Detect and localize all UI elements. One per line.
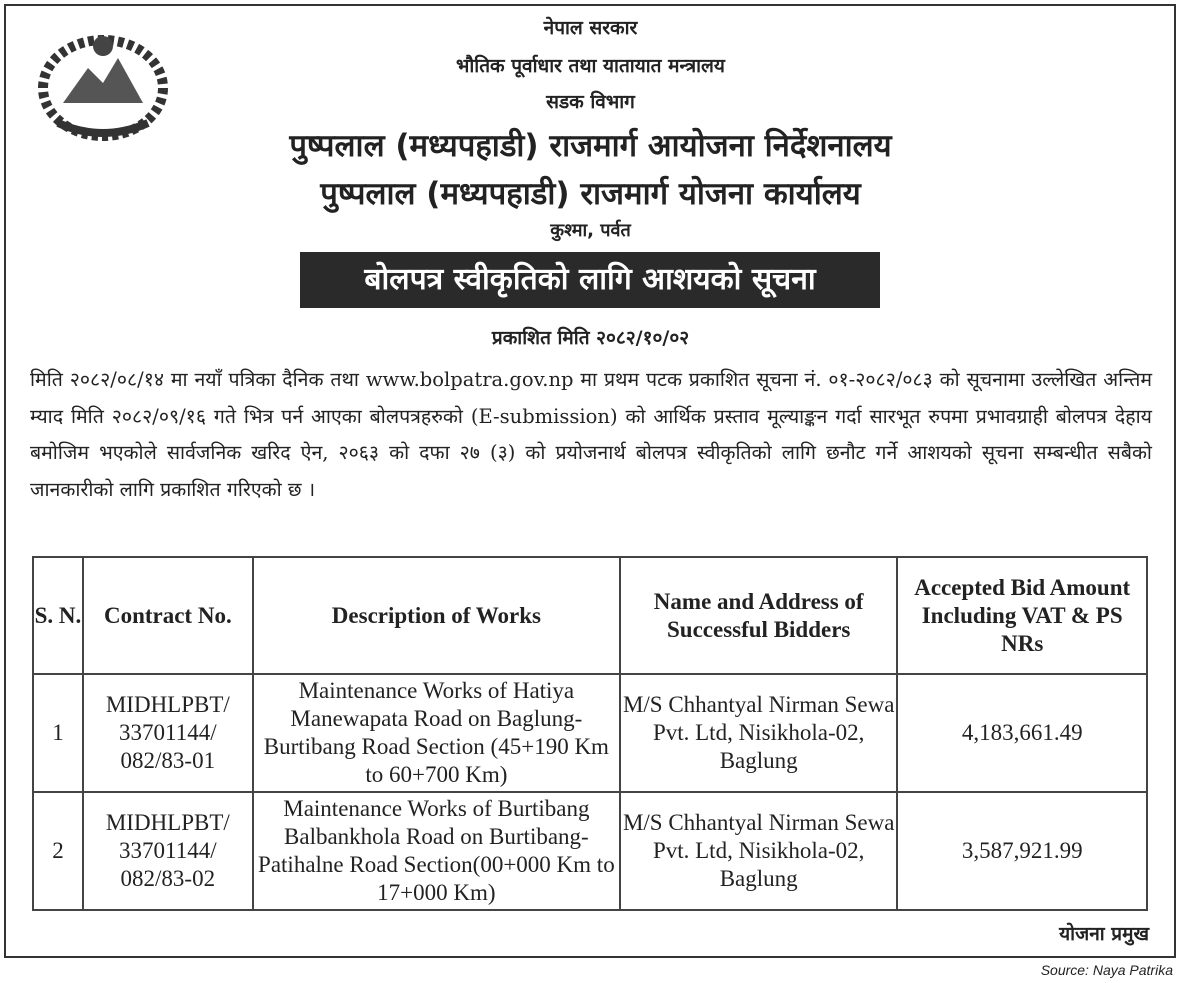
ministry-name: भौतिक पूर्वाधार तथा यातायात मन्त्रालय [456, 55, 725, 77]
published-date: प्रकाशित मिति २०८२/१०/०२ [491, 327, 690, 349]
cell-bidder: M/S Chhantyal Nirman Sewa Pvt. Ltd, Nisikhola-02, Baglung [620, 792, 897, 910]
cell-sn: 1 [33, 674, 83, 792]
bid-table [32, 556, 1148, 911]
directorate-name: पुष्पलाल (मध्यपहाडी) राजमार्ग आयोजना निर्देशनालय [289, 128, 892, 164]
source-credit: Source: Naya Patrika [1040, 962, 1173, 978]
col-bidder: Name and Address of Successful Bidders [620, 557, 897, 674]
col-description: Description of Works [253, 557, 620, 674]
signature: योजना प्रमुख [1059, 923, 1149, 945]
notice-title: बोलपत्र स्वीकृतिको लागि आशयको सूचना [300, 252, 880, 308]
cell-amount: 3,587,921.99 [897, 792, 1147, 910]
col-contract: Contract No. [83, 557, 253, 674]
table-header-row [33, 557, 1147, 674]
cell-amount: 4,183,661.49 [897, 674, 1147, 792]
notice-body: मिति २०८२/०८/१४ मा नयाँ पत्रिका दैनिक तथा www.bolpatra.gov.np मा प्रथम पटक प्रकाशित सूचना नं. ०१-२०८२/०८३ को सूचनामा उल्लेखित अन्तिम म्याद मिति २०८२/०९/१६ गते भित्र पर्न आएका बोलपत्रहरुको (E-submission) को आर्थिक प्रस्ताव मूल्याङ्कन गर्दा सारभूत रुपमा प्रभावग्राही बोलपत्र देहाय बमोजिम भएकोले सार्वजनिक खरिद ऐन, २०६३ को दफा २७ (३) को प्रयोजनार्थ बोलपत्र स्वीकृतिको लागि छनौट गर्ने आशयको सूचना सम्बन्धीत सबैको जानकारीको लागि प्रकाशित गरिएको छ । [30, 368, 1152, 501]
col-amount: Accepted Bid Amount Including VAT & PS NRs [897, 557, 1147, 674]
office-location: कुश्मा, पर्वत [550, 220, 631, 241]
cell-contract: MIDHLPBT/ 33701144/ 082/83-01 [83, 674, 253, 792]
table-row [33, 792, 1147, 910]
cell-description: Maintenance Works of Hatiya Manewapata Road on Baglung-Burtibang Road Section (45+190 Km to 60+700 Km) [253, 674, 620, 792]
cell-bidder: M/S Chhantyal Nirman Sewa Pvt. Ltd, Nisikhola-02, Baglung [620, 674, 897, 792]
col-sn: S. N. [33, 557, 83, 674]
department-name: सडक विभाग [546, 91, 635, 113]
office-name: पुष्पलाल (मध्यपहाडी) राजमार्ग योजना कार्यालय [320, 176, 861, 212]
cell-contract: MIDHLPBT/ 33701144/ 082/83-02 [83, 792, 253, 910]
cell-sn: 2 [33, 792, 83, 910]
table-row [33, 674, 1147, 792]
gov-name: नेपाल सरकार [543, 17, 638, 39]
cell-description: Maintenance Works of Burtibang Balbankhola Road on Burtibang-Patihalne Road Section(00+000 Km to 17+000 Km) [253, 792, 620, 910]
